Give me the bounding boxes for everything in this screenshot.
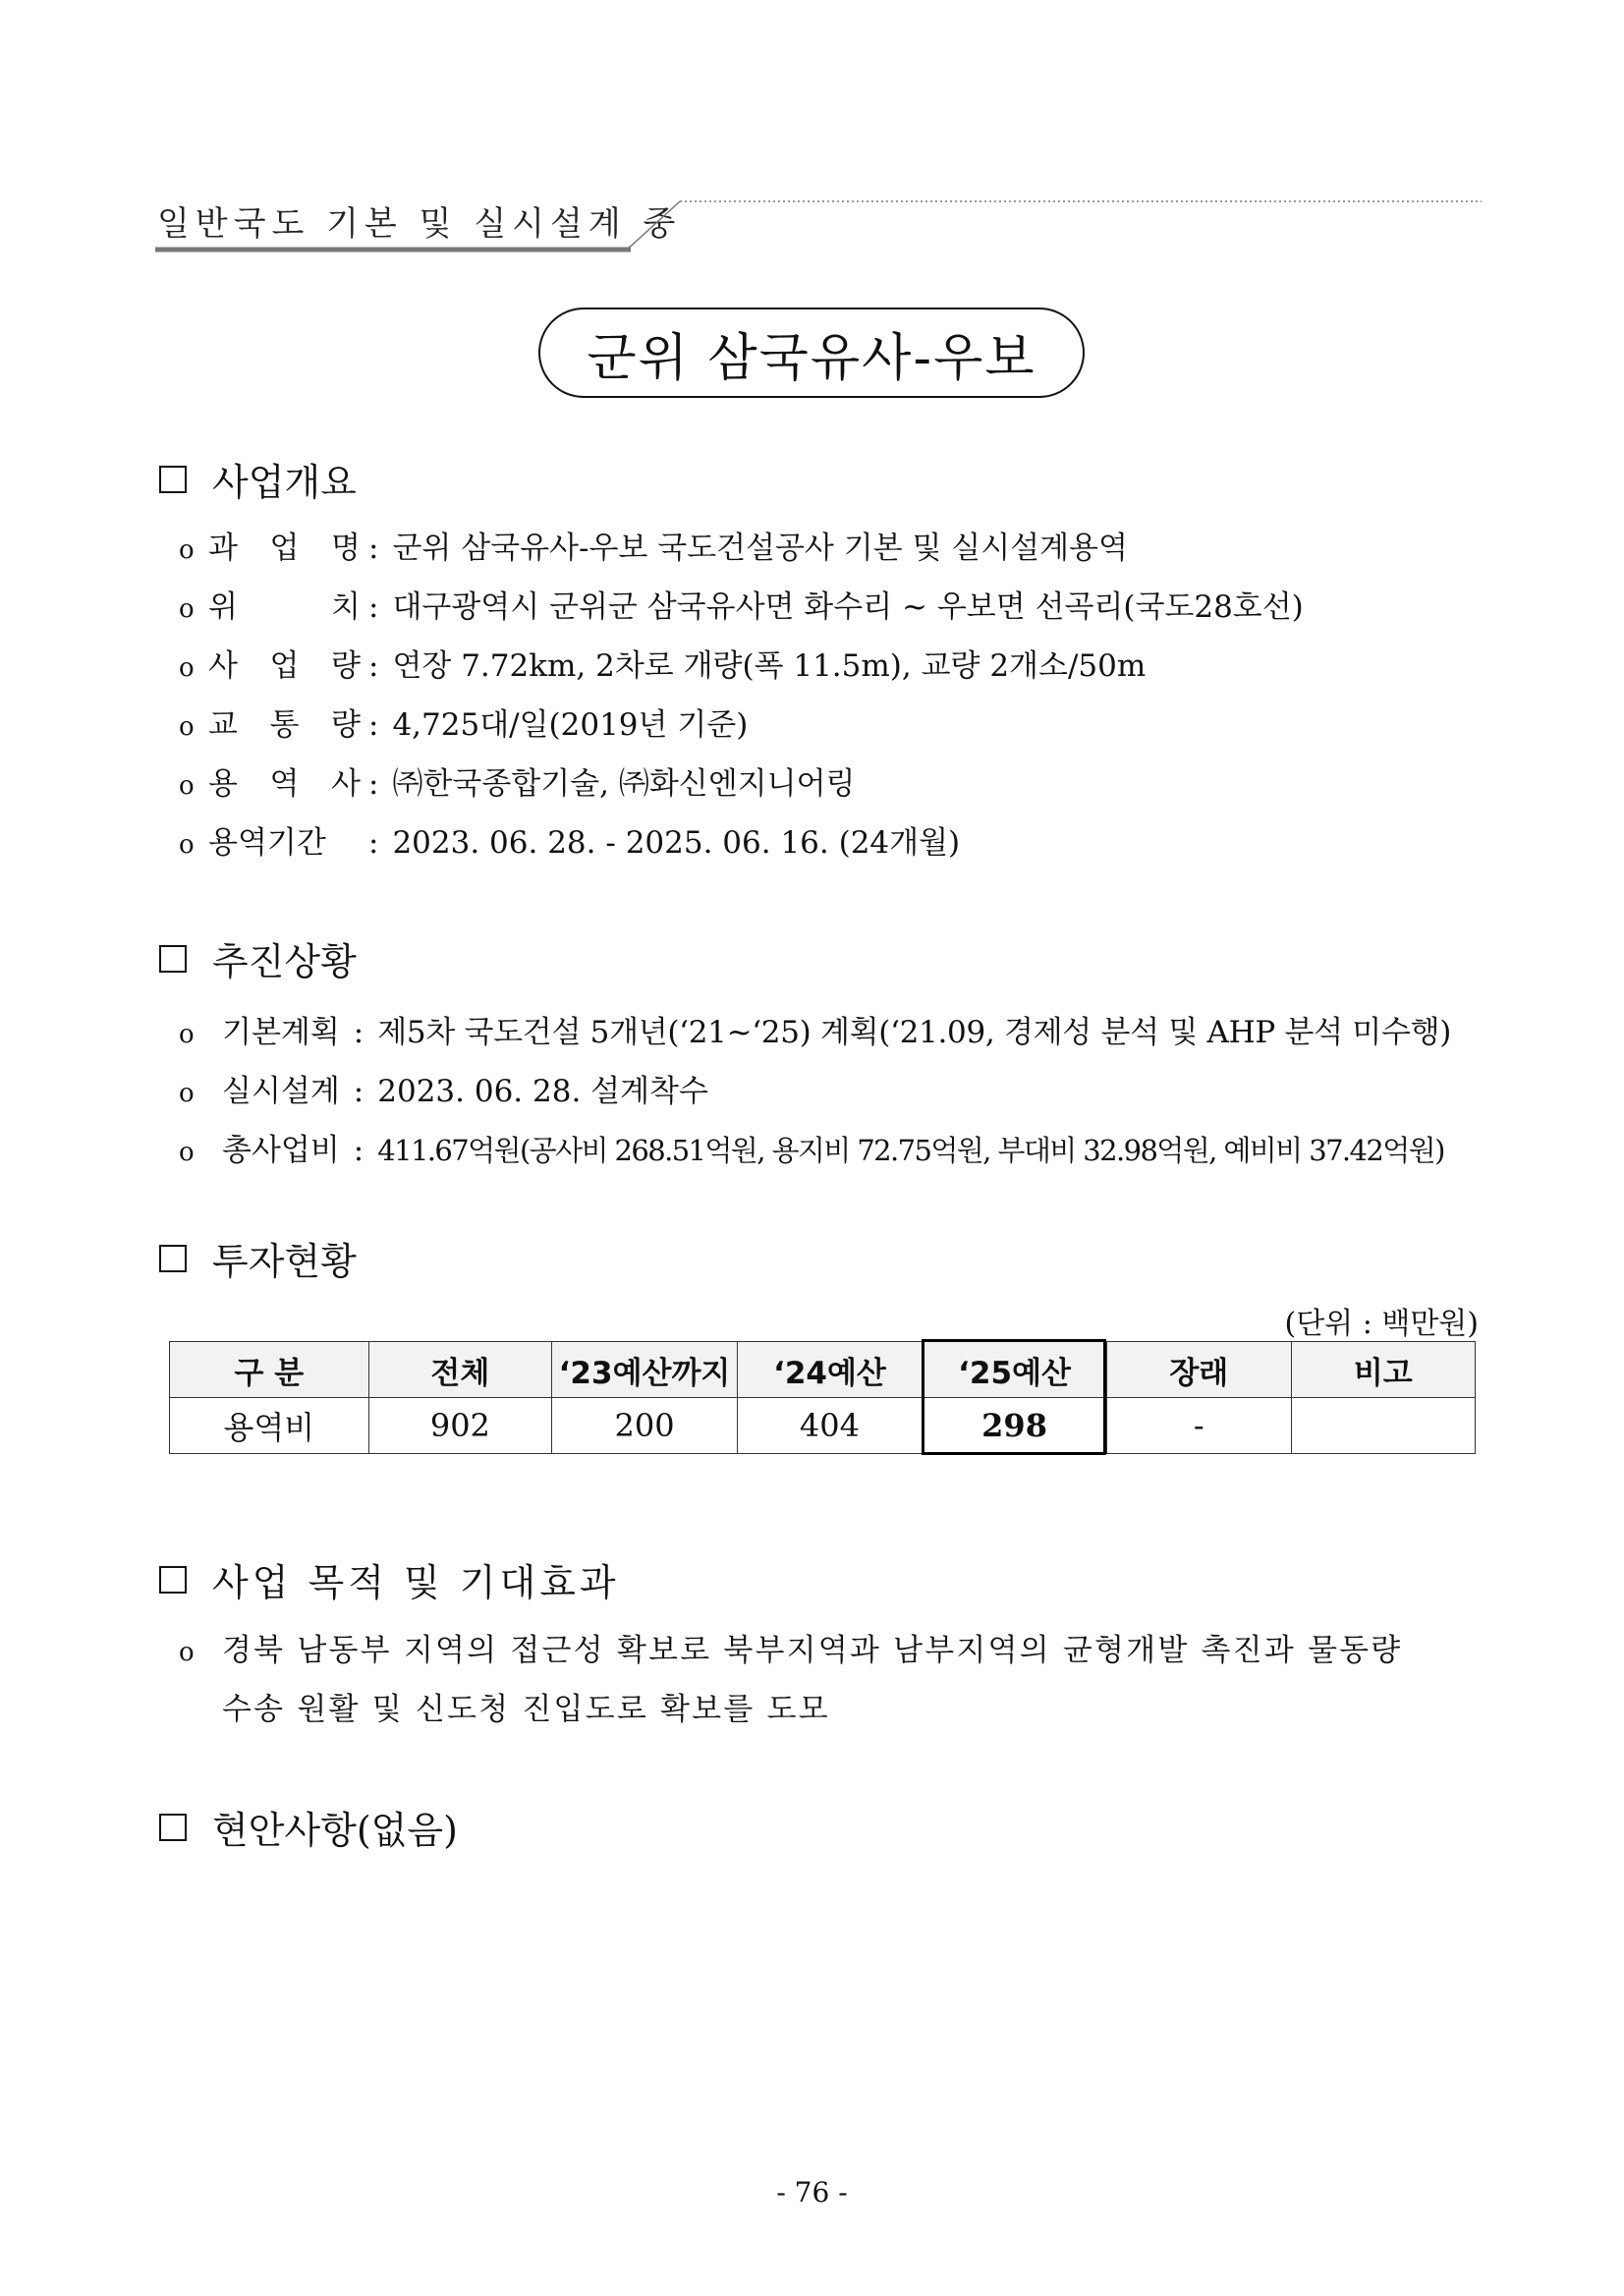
table-header-row	[170, 1342, 1476, 1398]
bullet: o	[179, 712, 195, 742]
overview-item: o 과 업 명 : 군위 삼국유사-우보 국도건설공사 기본 및 실시설계용역	[179, 523, 1128, 567]
item-value: 대구광역시 군위군 삼국유사면 화수리 ~ 우보면 선곡리(국도28호선)	[392, 589, 1304, 625]
section-title: 현안사항(없음)	[212, 1809, 458, 1852]
purpose-line	[179, 1625, 1402, 1669]
progress-item: o 기본계획 : 제5차 국도건설 5개년(‘21~‘25) 계획(‘21.09, 경제성 분석 및 AHP 분석 미수행)	[179, 1007, 1451, 1051]
item-value: 411.67억원(공사비 268.51억원, 용지비 72.75억원, 부대비 32.98억원, 예비비 37.42억원)	[377, 1134, 1444, 1167]
unit-label: (단위 : 백만원)	[1284, 1307, 1479, 1341]
table-cell: 404	[737, 1398, 922, 1454]
bullet: o	[179, 1020, 195, 1049]
table-cell: 200	[552, 1398, 738, 1454]
bullet: o	[179, 535, 195, 565]
checkbox-square-icon	[159, 1814, 187, 1841]
section-purpose-heading	[159, 1552, 620, 1606]
bullet: o	[179, 594, 195, 624]
item-label: 실시설계	[222, 1074, 340, 1109]
item-label: 기본계획	[222, 1015, 340, 1050]
overview-item: o 위 치 : 대구광역시 군위군 삼국유사면 화수리 ~ 우보면 선곡리(국도28호선)	[179, 582, 1304, 626]
overview-item: o 교 통 량 : 4,725대/일(2019년 기준)	[179, 700, 748, 744]
table-cell	[1291, 1398, 1475, 1454]
item-label: 위 치	[208, 589, 361, 625]
table-cell: -	[1107, 1398, 1291, 1454]
bullet: o	[179, 653, 195, 683]
progress-item: o 총사업비 : 411.67억원(공사비 268.51억원, 용지비 72.75억원, 부대비 32.98억원, 예비비 37.42억원)	[179, 1125, 1444, 1169]
table-cell: 902	[368, 1398, 551, 1454]
item-value: 2023. 06. 28. - 2025. 06. 16. (24개월)	[392, 825, 961, 861]
table-header-cell: ‘23예산까지	[552, 1342, 738, 1398]
section-title: 사업 목적 및 기대효과	[212, 1561, 620, 1604]
table-cell-highlight: 298	[923, 1398, 1107, 1454]
purpose-text: 수송 원활 및 신도청 진입도로 확보를 도모	[222, 1692, 830, 1727]
item-label: 용역기간	[208, 825, 326, 861]
header-label: 일반국도 기본 및 실시설계 중	[157, 204, 682, 244]
item-label: 사 업 량	[208, 648, 361, 684]
item-value: 제5차 국도건설 5개년(‘21~‘25) 계획(‘21.09, 경제성 분석 및 AHP 분석 미수행)	[377, 1015, 1452, 1050]
item-value: 2023. 06. 28. 설계착수	[377, 1074, 708, 1109]
item-label: 총사업비	[222, 1133, 340, 1168]
section-title: 투자현황	[212, 1240, 357, 1283]
bullet: o	[179, 1638, 195, 1667]
item-value: ㈜한국종합기술, ㈜화신엔지니어링	[392, 766, 856, 802]
project-title: 군위 삼국유사-우보	[538, 308, 1085, 398]
item-label: 과 업 명	[208, 531, 361, 566]
table-header-cell: 구 분	[170, 1342, 369, 1398]
investment-table	[169, 1341, 1476, 1454]
bullet: o	[179, 830, 195, 860]
item-value: 4,725대/일(2019년 기준)	[392, 707, 749, 743]
table-row	[170, 1398, 1476, 1454]
item-label: 용 역 사	[208, 766, 361, 802]
section-issues-heading	[159, 1800, 458, 1854]
table-header-cell: 비고	[1291, 1342, 1475, 1398]
checkbox-square-icon	[159, 945, 187, 973]
item-value: 연장 7.72km, 2차로 개량(폭 11.5m), 교량 2개소/50m	[392, 648, 1147, 684]
bullet: o	[179, 1138, 195, 1167]
progress-item: o 실시설계 : 2023. 06. 28. 설계착수	[179, 1066, 708, 1110]
purpose-line	[222, 1684, 830, 1728]
table-header-cell: 장래	[1107, 1342, 1291, 1398]
purpose-text: 경북 남동부 지역의 접근성 확보로 북부지역과 남부지역의 균형개발 촉진과 물동량	[222, 1633, 1403, 1668]
section-investment-heading	[159, 1231, 357, 1285]
item-label: 교 통 량	[208, 707, 361, 743]
checkbox-square-icon	[159, 466, 187, 493]
table-header-cell: ‘24예산	[737, 1342, 922, 1398]
item-value: 군위 삼국유사-우보 국도건설공사 기본 및 실시설계용역	[392, 531, 1128, 566]
overview-item: o 사 업 량 : 연장 7.72km, 2차로 개량(폭 11.5m), 교량 2개소/50m	[179, 641, 1146, 685]
bullet: o	[179, 1079, 195, 1108]
table-header-cell: 전체	[368, 1342, 551, 1398]
header-rule	[0, 0, 1624, 295]
page-number: - 76 -	[776, 2176, 848, 2209]
section-title: 사업개요	[212, 461, 357, 504]
overview-item: o 용역기간 : 2023. 06. 28. - 2025. 06. 16. (24개월)	[179, 817, 960, 862]
section-overview-heading	[159, 452, 357, 506]
section-title: 추진상황	[212, 940, 357, 983]
checkbox-square-icon	[159, 1245, 187, 1272]
overview-item: o 용 역 사 : ㈜한국종합기술, ㈜화신엔지니어링	[179, 758, 855, 803]
table-cell: 용역비	[170, 1398, 369, 1454]
table-header-cell: ‘25예산	[923, 1342, 1107, 1398]
current-year-highlight-box	[922, 1339, 1106, 1455]
bullet: o	[179, 771, 195, 801]
checkbox-square-icon	[159, 1566, 187, 1594]
section-progress-heading	[159, 931, 357, 985]
